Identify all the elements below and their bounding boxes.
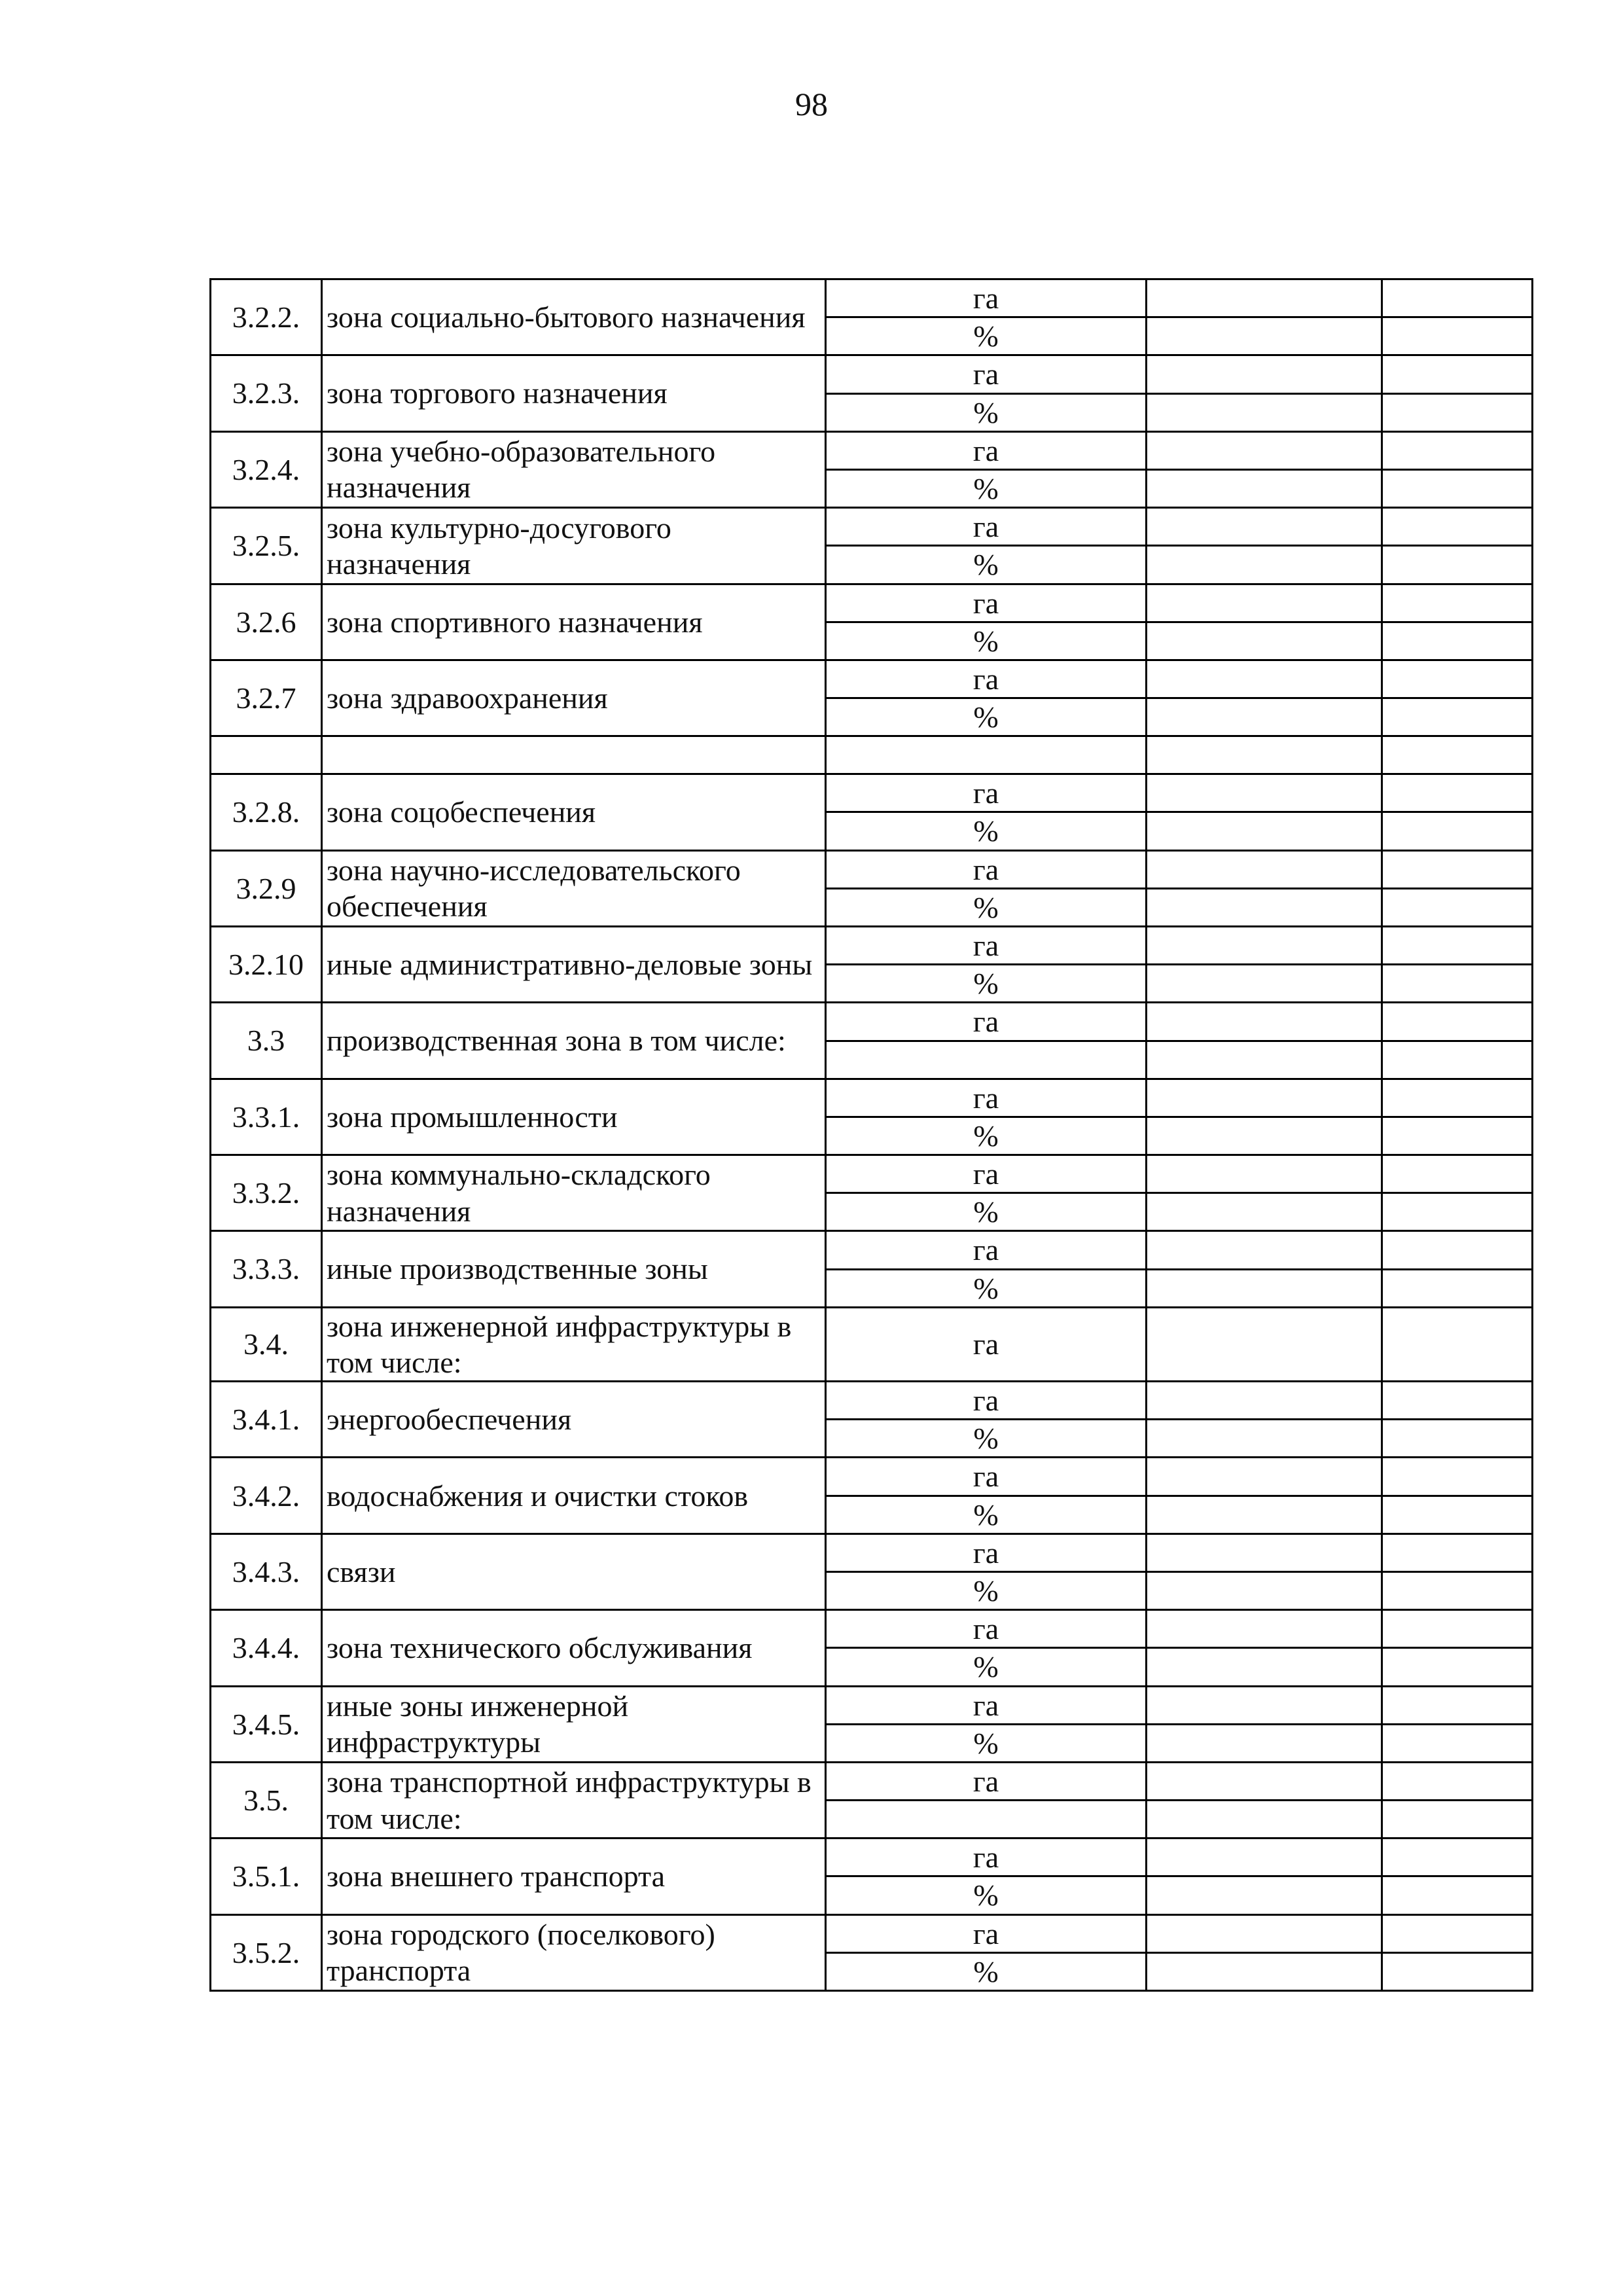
zone-name: зона инженерной инфраструктуры в том числе: [322,1307,826,1381]
table-row [211,584,1533,622]
value-cell [1147,1724,1382,1762]
value-cell [1147,1193,1382,1231]
value-cell [1382,1534,1533,1571]
value-cell [1382,1155,1533,1193]
zone-name [322,736,826,774]
value-cell [1382,393,1533,431]
table-row [211,1686,1533,1724]
value-cell [1147,1307,1382,1381]
value-cell [1382,1269,1533,1307]
zone-name: зона промышленности [322,1079,826,1155]
value-cell [1147,1458,1382,1496]
item-number: 3.2.7 [211,660,322,736]
item-number: 3.5. [211,1762,322,1838]
zone-name: зона коммунально-складского назначения [322,1155,826,1230]
value-cell [1382,1801,1533,1839]
unit-cell: га [826,774,1147,812]
zone-name: производственная зона в том числе: [322,1003,826,1079]
unit-cell: га [826,1155,1147,1193]
value-cell [1147,546,1382,584]
page-number: 98 [795,86,828,122]
zone-name: зона внешнего транспорта [322,1839,826,1914]
unit-cell: га [826,1839,1147,1876]
item-number: 3.4. [211,1307,322,1381]
item-number: 3.3.2. [211,1155,322,1230]
table-row [211,279,1533,317]
table-row [211,1839,1533,1876]
value-cell [1382,774,1533,812]
unit-cell: га [826,584,1147,622]
value-cell [1147,279,1382,317]
unit-cell: га [826,1914,1147,1952]
unit-cell: % [826,393,1147,431]
table-row [211,1534,1533,1571]
zone-name: зона социально-бытового назначения [322,279,826,355]
value-cell [1382,965,1533,1003]
value-cell [1147,622,1382,660]
value-cell [1147,1079,1382,1117]
value-cell [1147,1269,1382,1307]
zones-table [209,278,1533,1992]
unit-cell: % [826,546,1147,584]
value-cell [1382,660,1533,698]
table-row [211,660,1533,698]
table-row [211,1762,1533,1800]
unit-cell [826,1041,1147,1079]
value-cell [1382,1307,1533,1381]
unit-cell: % [826,698,1147,736]
item-number: 3.2.10 [211,927,322,1003]
value-cell [1147,1839,1382,1876]
table-row [211,1307,1533,1381]
item-number: 3.5.1. [211,1839,322,1914]
item-number: 3.2.2. [211,279,322,355]
value-cell [1147,698,1382,736]
table-row [211,1231,1533,1269]
table-row [211,1003,1533,1041]
item-number: 3.4.2. [211,1458,322,1534]
value-cell [1147,660,1382,698]
zone-name: зона культурно-досугового назначения [322,508,826,584]
unit-cell: га [826,1534,1147,1571]
unit-cell: % [826,1496,1147,1534]
value-cell [1147,1610,1382,1648]
unit-cell: га [826,1307,1147,1381]
value-cell [1382,317,1533,355]
table-row [211,1079,1533,1117]
value-cell [1147,1648,1382,1686]
value-cell [1382,927,1533,965]
unit-cell: % [826,888,1147,926]
table-row [211,774,1533,812]
zone-name: зона технического обслуживания [322,1610,826,1686]
table-row [211,1382,1533,1420]
zone-name: связи [322,1534,826,1609]
unit-cell: га [826,1762,1147,1800]
value-cell [1382,1382,1533,1420]
zone-name: водоснабжения и очистки стоков [322,1458,826,1534]
value-cell [1147,1231,1382,1269]
value-cell [1382,1420,1533,1458]
value-cell [1382,1117,1533,1155]
table-row [211,927,1533,965]
zone-name: иные производственные зоны [322,1231,826,1307]
item-number: 3.4.5. [211,1686,322,1762]
unit-cell: га [826,355,1147,393]
value-cell [1382,1952,1533,1990]
value-cell [1382,1041,1533,1079]
unit-cell: % [826,1269,1147,1307]
value-cell [1382,1648,1533,1686]
value-cell [1382,1610,1533,1648]
item-number: 3.4.4. [211,1610,322,1686]
item-number: 3.2.3. [211,355,322,431]
item-number: 3.3 [211,1003,322,1079]
unit-cell: % [826,1572,1147,1610]
value-cell [1382,355,1533,393]
value-cell [1382,1079,1533,1117]
unit-cell: % [826,317,1147,355]
value-cell [1382,1496,1533,1534]
item-number: 3.5.2. [211,1914,322,1990]
zone-name: зона здравоохранения [322,660,826,736]
unit-cell: % [826,1952,1147,1990]
unit-cell: % [826,812,1147,850]
value-cell [1382,1231,1533,1269]
value-cell [1382,1762,1533,1800]
table-body [211,279,1533,1991]
unit-cell: % [826,1876,1147,1914]
value-cell [1147,850,1382,888]
zone-name: зона учебно-образовательного назначения [322,431,826,507]
table-row [211,508,1533,546]
value-cell [1147,888,1382,926]
item-number: 3.3.3. [211,1231,322,1307]
item-number: 3.4.3. [211,1534,322,1609]
value-cell [1147,1041,1382,1079]
value-cell [1382,469,1533,507]
value-cell [1382,736,1533,774]
value-cell [1147,1534,1382,1571]
value-cell [1147,812,1382,850]
unit-cell: % [826,1420,1147,1458]
zone-name: иные зоны инженерной инфраструктуры [322,1686,826,1762]
value-cell [1382,1193,1533,1231]
zone-name: зона торгового назначения [322,355,826,431]
value-cell [1147,965,1382,1003]
zone-name: иные административно-деловые зоны [322,927,826,1003]
unit-cell: га [826,508,1147,546]
value-cell [1147,1003,1382,1041]
item-number: 3.2.4. [211,431,322,507]
table-row [211,1155,1533,1193]
unit-cell: га [826,279,1147,317]
unit-cell: га [826,1382,1147,1420]
value-cell [1147,1117,1382,1155]
unit-cell: га [826,1003,1147,1041]
unit-cell: % [826,1724,1147,1762]
value-cell [1382,279,1533,317]
value-cell [1382,1839,1533,1876]
value-cell [1382,812,1533,850]
item-number: 3.4.1. [211,1382,322,1458]
value-cell [1382,698,1533,736]
item-number: 3.2.9 [211,850,322,926]
item-number [211,736,322,774]
value-cell [1147,1572,1382,1610]
unit-cell: га [826,1231,1147,1269]
value-cell [1147,431,1382,469]
unit-cell: % [826,965,1147,1003]
unit-cell: га [826,927,1147,965]
value-cell [1147,355,1382,393]
item-number: 3.2.5. [211,508,322,584]
value-cell [1147,1914,1382,1952]
unit-cell: % [826,469,1147,507]
item-number: 3.3.1. [211,1079,322,1155]
value-cell [1147,1876,1382,1914]
value-cell [1382,431,1533,469]
zone-name: зона научно-исследовательского обеспечения [322,850,826,926]
value-cell [1147,393,1382,431]
value-cell [1147,1420,1382,1458]
value-cell [1382,850,1533,888]
unit-cell: га [826,431,1147,469]
value-cell [1382,1876,1533,1914]
value-cell [1382,888,1533,926]
unit-cell: га [826,660,1147,698]
item-number: 3.2.6 [211,584,322,660]
unit-cell: га [826,1458,1147,1496]
item-number: 3.2.8. [211,774,322,850]
value-cell [1147,1155,1382,1193]
zone-name: энергообеспечения [322,1382,826,1458]
zone-name: зона соцобеспечения [322,774,826,850]
table-row [211,736,1533,774]
unit-cell: % [826,622,1147,660]
unit-cell [826,1801,1147,1839]
value-cell [1147,927,1382,965]
value-cell [1147,1952,1382,1990]
unit-cell: % [826,1648,1147,1686]
unit-cell: % [826,1117,1147,1155]
zone-name: зона транспортной инфраструктуры в том числе: [322,1762,826,1838]
table-row [211,355,1533,393]
value-cell [1382,1572,1533,1610]
value-cell [1382,1686,1533,1724]
value-cell [1147,1382,1382,1420]
unit-cell [826,736,1147,774]
value-cell [1147,469,1382,507]
table-row [211,850,1533,888]
zone-name: зона городского (поселкового) транспорта [322,1914,826,1990]
value-cell [1382,584,1533,622]
unit-cell: % [826,1193,1147,1231]
unit-cell: га [826,1079,1147,1117]
value-cell [1147,584,1382,622]
unit-cell: га [826,1686,1147,1724]
value-cell [1382,1003,1533,1041]
table-row [211,1914,1533,1952]
value-cell [1147,1801,1382,1839]
table-row [211,1610,1533,1648]
unit-cell: га [826,1610,1147,1648]
zone-name: зона спортивного назначения [322,584,826,660]
value-cell [1382,1458,1533,1496]
value-cell [1147,774,1382,812]
table-row [211,431,1533,469]
value-cell [1147,1762,1382,1800]
value-cell [1147,508,1382,546]
value-cell [1382,546,1533,584]
value-cell [1147,1496,1382,1534]
value-cell [1147,1686,1382,1724]
table-row [211,1458,1533,1496]
value-cell [1382,1724,1533,1762]
value-cell [1147,736,1382,774]
value-cell [1382,508,1533,546]
value-cell [1147,317,1382,355]
value-cell [1382,622,1533,660]
unit-cell: га [826,850,1147,888]
value-cell [1382,1914,1533,1952]
